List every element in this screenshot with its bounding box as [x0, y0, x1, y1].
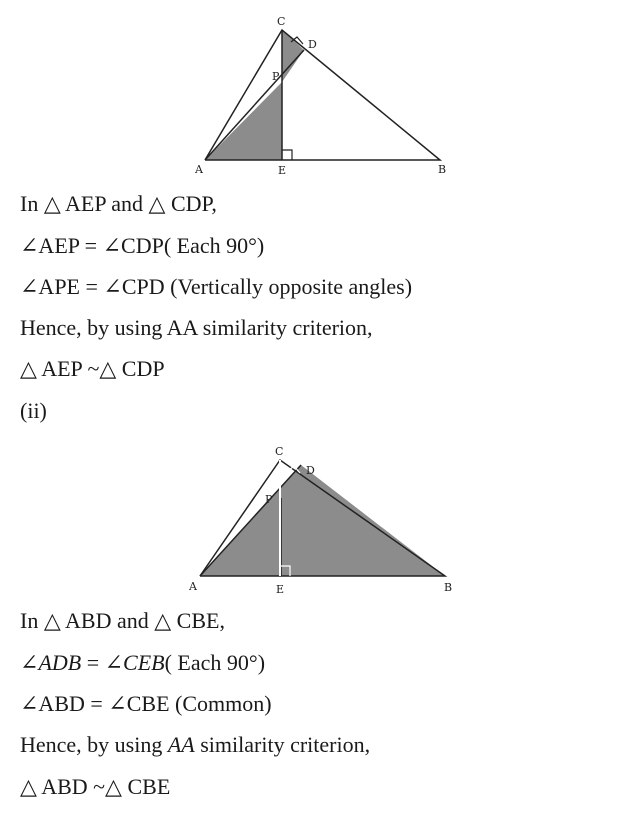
- label-B: B: [438, 163, 447, 176]
- part1-line-5: △ AEP ~△ CDP: [20, 356, 165, 381]
- right-angle-mark-E: [282, 150, 292, 160]
- part1-line-1: In △ AEP and △ CDP,: [20, 191, 217, 216]
- label-A: A: [189, 580, 197, 593]
- label-E: E: [278, 164, 287, 177]
- label-E: E: [276, 583, 285, 596]
- part1-line-2: ∠AEP = ∠CDP( Each 90°): [20, 233, 265, 258]
- part1-line-3: ∠APE = ∠CPD (Vertically opposite angles): [20, 274, 413, 299]
- angle-CEB: CEB: [123, 650, 165, 675]
- triangle-diagram-1: [0, 0, 638, 185]
- angle-ADB: ADB: [38, 650, 82, 675]
- angle-symbol: ∠: [20, 650, 39, 675]
- shaded-triangle-CDP: [282, 30, 304, 82]
- figure-2: [0, 438, 638, 600]
- hence-text: Hence, by using: [20, 732, 168, 757]
- label-P: P: [272, 70, 280, 83]
- part2-label: (ii): [20, 398, 47, 423]
- part2-line-1: In △ ABD and △ CBE,: [20, 608, 225, 633]
- label-B: B: [444, 581, 453, 594]
- label-D: D: [306, 464, 315, 477]
- part1-line-4: Hence, by using AA similarity criterion,: [20, 315, 373, 340]
- label-C: C: [277, 15, 286, 28]
- label-A: A: [195, 163, 203, 176]
- part2-line-2: [20, 649, 265, 677]
- equals-angle: = ∠: [81, 650, 124, 675]
- shaded-triangle-ABD: [200, 465, 445, 576]
- part2-line-5: △ ABD ~△ CBE: [20, 774, 171, 799]
- label-P: P: [265, 493, 273, 506]
- criterion-text: similarity criterion,: [194, 732, 371, 757]
- label-C: C: [275, 445, 284, 458]
- part2-line-3: ∠ABD = ∠CBE (Common): [20, 691, 272, 716]
- triangle-diagram-2: [0, 438, 638, 600]
- part2-line-4: [20, 731, 370, 759]
- each-90: ( Each 90°): [164, 650, 266, 675]
- aa-italic: AA: [167, 732, 195, 757]
- figure-1: [0, 0, 638, 185]
- label-D: D: [308, 38, 317, 51]
